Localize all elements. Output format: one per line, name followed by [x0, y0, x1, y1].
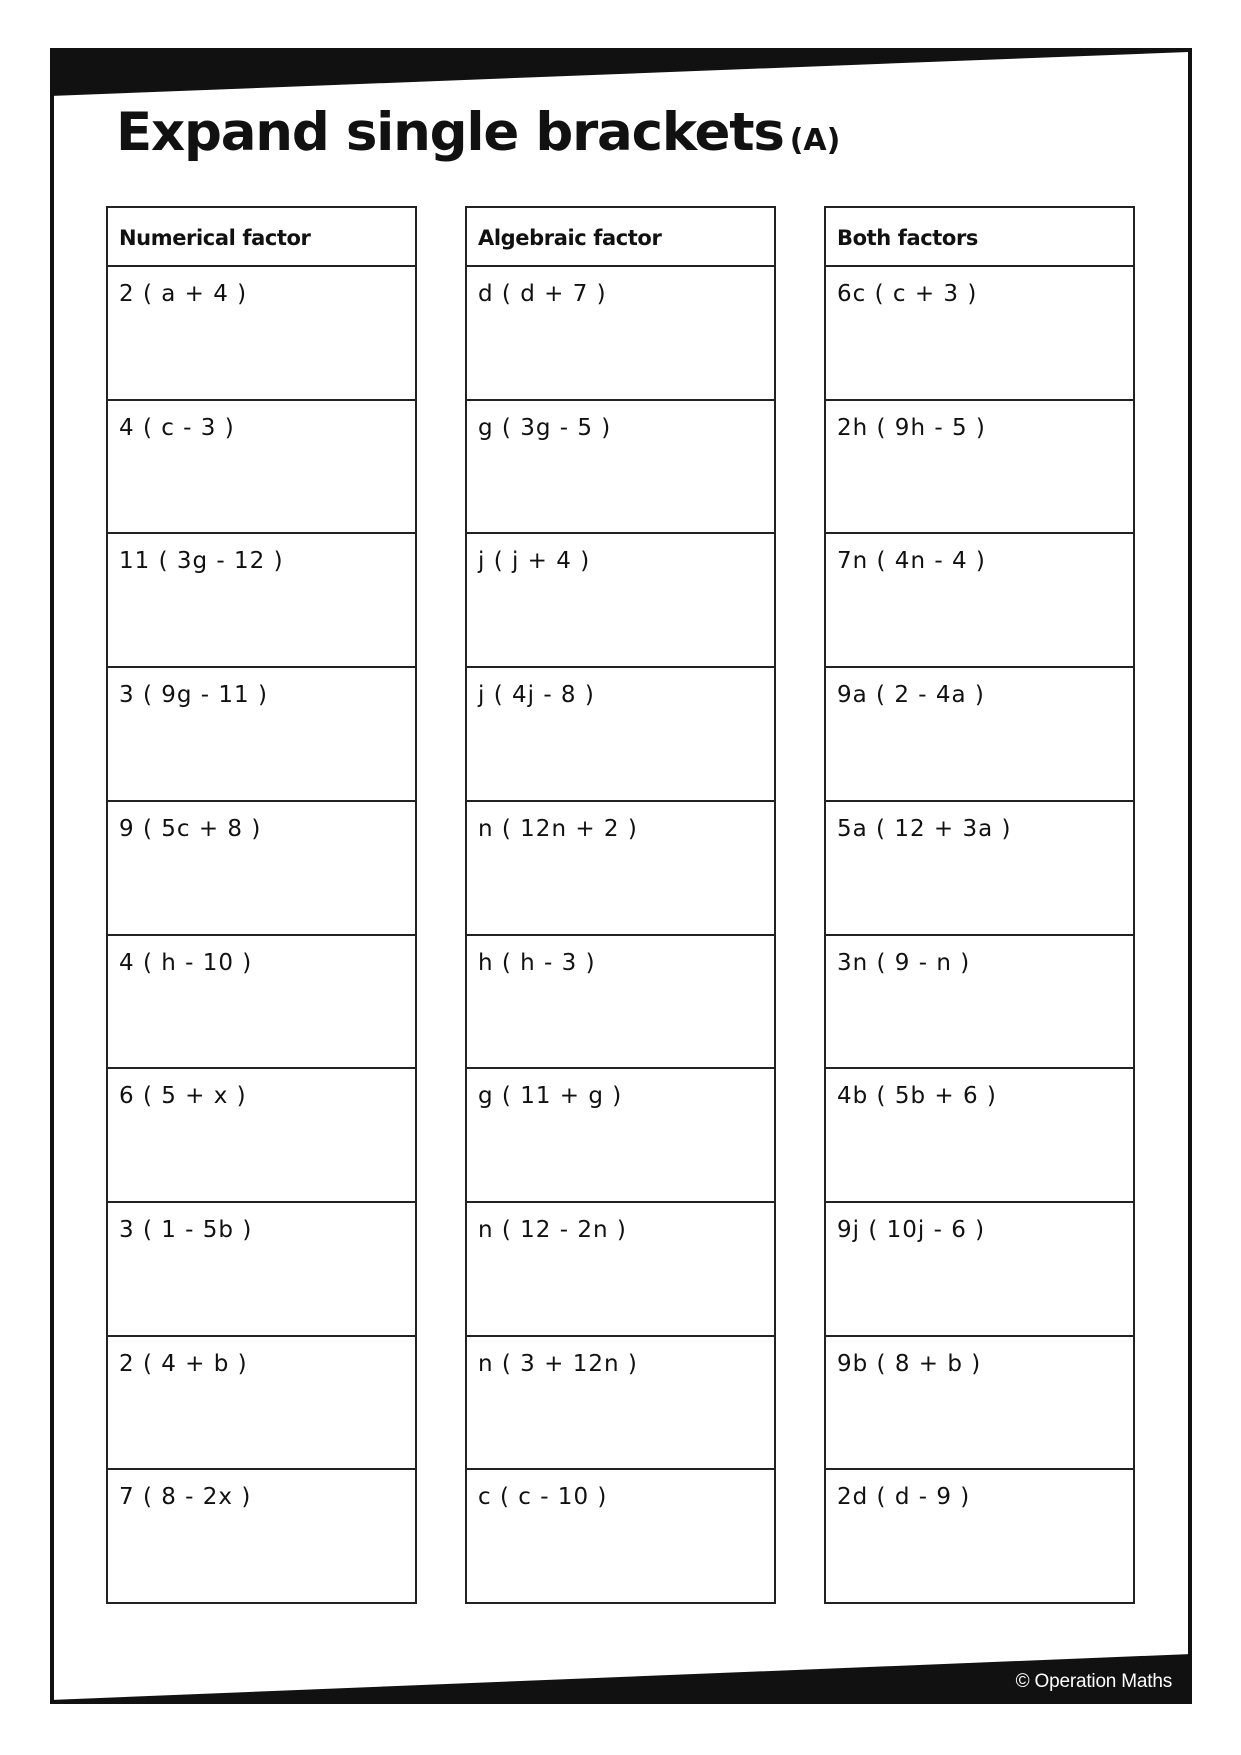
question-cell: j ( 4j - 8 ) — [467, 668, 774, 802]
column-header: Both factors — [826, 208, 1133, 267]
column-header: Algebraic factor — [467, 208, 774, 267]
title-text: Expand single brackets — [116, 102, 784, 163]
question-cell: g ( 11 + g ) — [467, 1069, 774, 1203]
question-cell: 5a ( 12 + 3a ) — [826, 802, 1133, 936]
question-cell: n ( 12n + 2 ) — [467, 802, 774, 936]
question-cell: h ( h - 3 ) — [467, 936, 774, 1070]
question-cell: n ( 12 - 2n ) — [467, 1203, 774, 1337]
question-cell: g ( 3g - 5 ) — [467, 401, 774, 535]
question-cell: 2h ( 9h - 5 ) — [826, 401, 1133, 535]
question-cell: 9b ( 8 + b ) — [826, 1337, 1133, 1471]
question-cell: 4 ( h - 10 ) — [108, 936, 415, 1070]
question-cell: 6 ( 5 + x ) — [108, 1069, 415, 1203]
question-cell: c ( c - 10 ) — [478, 1484, 608, 1511]
question-cell: 11 ( 3g - 12 ) — [108, 534, 415, 668]
column-numerical-factor — [106, 206, 417, 1604]
question-cell: 6c ( c + 3 ) — [826, 267, 1133, 401]
question-cell: d ( d + 7 ) — [467, 267, 774, 401]
question-cell: 7 ( 8 - 2x ) — [119, 1484, 252, 1511]
question-cell: 2 ( 4 + b ) — [108, 1337, 415, 1471]
question-cell: 4 ( c - 3 ) — [108, 401, 415, 535]
title-version: (A) — [789, 123, 841, 158]
question-cell: 2 ( a + 4 ) — [108, 267, 415, 401]
question-cell: 4b ( 5b + 6 ) — [826, 1069, 1133, 1203]
question-cell: 7n ( 4n - 4 ) — [826, 534, 1133, 668]
column-header: Numerical factor — [108, 208, 415, 267]
question-cell: j ( j + 4 ) — [467, 534, 774, 668]
question-cell: 2d ( d - 9 ) — [837, 1484, 971, 1511]
question-cell: 3 ( 9g - 11 ) — [108, 668, 415, 802]
question-cell: 9j ( 10j - 6 ) — [826, 1203, 1133, 1337]
question-cell: n ( 3 + 12n ) — [467, 1337, 774, 1471]
copyright-footer: © Operation Maths — [1015, 1671, 1172, 1692]
question-cell: 9 ( 5c + 8 ) — [108, 802, 415, 936]
question-cell: 3 ( 1 - 5b ) — [108, 1203, 415, 1337]
column-algebraic-factor — [465, 206, 776, 1604]
question-cell: 9a ( 2 - 4a ) — [826, 668, 1133, 802]
column-both-factors — [824, 206, 1135, 1604]
page-title — [116, 102, 840, 163]
question-cell: 3n ( 9 - n ) — [826, 936, 1133, 1070]
